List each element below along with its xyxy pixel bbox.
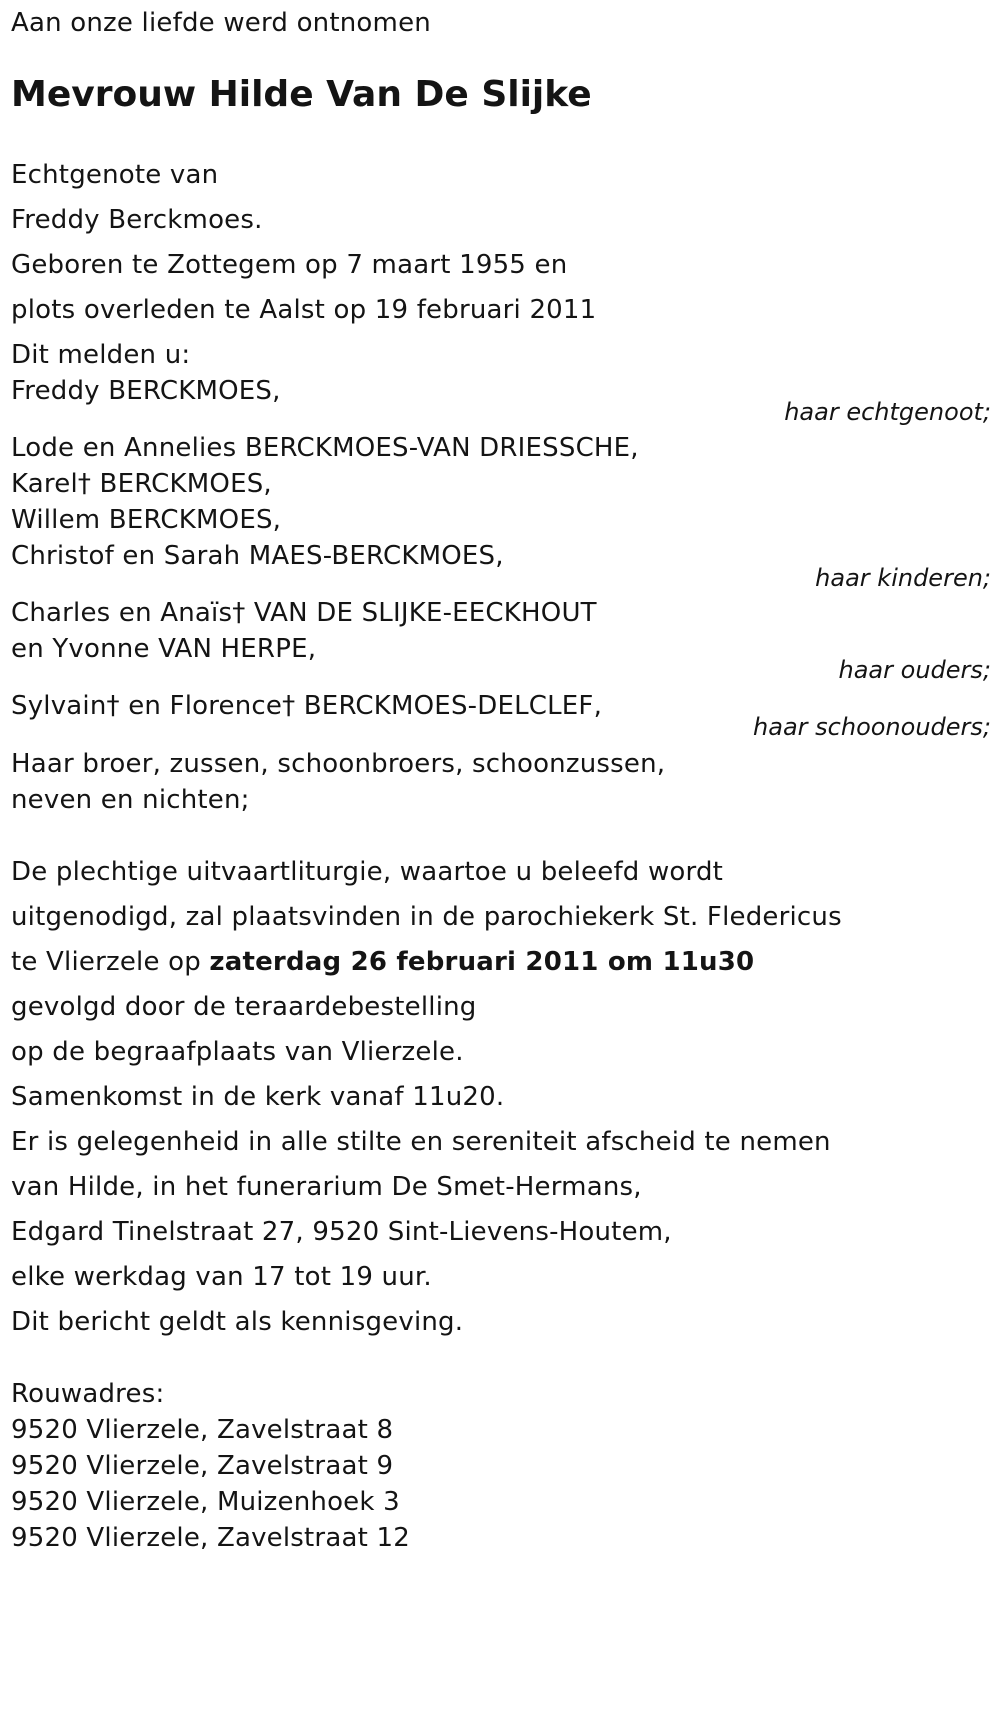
parents-line-2: en Yvonne VAN HERPE,	[11, 634, 317, 664]
child-line-3: Willem BERCKMOES,	[11, 505, 282, 535]
intro-line: Aan onze liefde werd ontnomen	[11, 8, 431, 38]
siblings-line-2: neven en nichten;	[11, 785, 250, 815]
funeral-line-4: gevolgd door de teraardebestelling	[11, 992, 477, 1022]
parents-line-1: Charles en Anaïs† VAN DE SLIJKE-EECKHOUT	[11, 598, 597, 628]
funeral-line-6: Samenkomst in de kerk vanaf 11u20.	[11, 1082, 505, 1112]
child-line-1: Lode en Annelies BERCKMOES-VAN DRIESSCHE,	[11, 433, 639, 463]
bio-line-3: Geboren te Zottegem op 7 maart 1955 en	[11, 250, 568, 280]
funeral-line-3-prefix: te Vlierzele op	[11, 947, 210, 977]
mourning-address-3: 9520 Vlierzele, Muizenhoek 3	[11, 1487, 400, 1517]
mourning-address-2: 9520 Vlierzele, Zavelstraat 9	[11, 1451, 394, 1481]
parents-relation: haar ouders;	[838, 656, 991, 684]
mourning-address-4: 9520 Vlierzele, Zavelstraat 12	[11, 1523, 410, 1553]
funeral-date-time: zaterdag 26 februari 2011 om 11u30	[209, 947, 755, 977]
bio-line-4: plots overleden te Aalst op 19 februari 2011	[11, 295, 597, 325]
announce-line: Dit melden u:	[11, 340, 191, 370]
funeral-line-9: Edgard Tinelstraat 27, 9520 Sint-Lievens-Houtem,	[11, 1217, 672, 1247]
funeral-line-7: Er is gelegenheid in alle stilte en sereniteit afscheid te nemen	[11, 1127, 831, 1157]
funeral-line-8: van Hilde, in het funerarium De Smet-Hermans,	[11, 1172, 642, 1202]
child-line-4: Christof en Sarah MAES-BERCKMOES,	[11, 541, 504, 571]
funeral-line-2: uitgenodigd, zal plaatsvinden in de parochiekerk St. Fledericus	[11, 902, 842, 932]
spouse-relation: haar echtgenoot;	[784, 398, 991, 426]
funeral-line-10: elke werkdag van 17 tot 19 uur.	[11, 1262, 432, 1292]
funeral-line-11: Dit bericht geldt als kennisgeving.	[11, 1307, 464, 1337]
bio-line-1: Echtgenote van	[11, 160, 219, 190]
deceased-name: Mevrouw Hilde Van De Slijke	[11, 74, 592, 115]
bio-line-2: Freddy Berckmoes.	[11, 205, 263, 235]
spouse-line: Freddy BERCKMOES,	[11, 376, 281, 406]
siblings-line-1: Haar broer, zussen, schoonbroers, schoonzussen,	[11, 749, 666, 779]
children-relation: haar kinderen;	[815, 564, 991, 592]
inlaws-relation: haar schoonouders;	[753, 713, 991, 741]
funeral-line-1: De plechtige uitvaartliturgie, waartoe u beleefd wordt	[11, 857, 724, 887]
child-line-2: Karel† BERCKMOES,	[11, 469, 272, 499]
mourning-address-1: 9520 Vlierzele, Zavelstraat 8	[11, 1415, 394, 1445]
funeral-line-3	[11, 947, 754, 977]
inlaws-line: Sylvain† en Florence† BERCKMOES-DELCLEF,	[11, 691, 603, 721]
funeral-line-5: op de begraafplaats van Vlierzele.	[11, 1037, 464, 1067]
mourning-address-label: Rouwadres:	[11, 1379, 165, 1409]
